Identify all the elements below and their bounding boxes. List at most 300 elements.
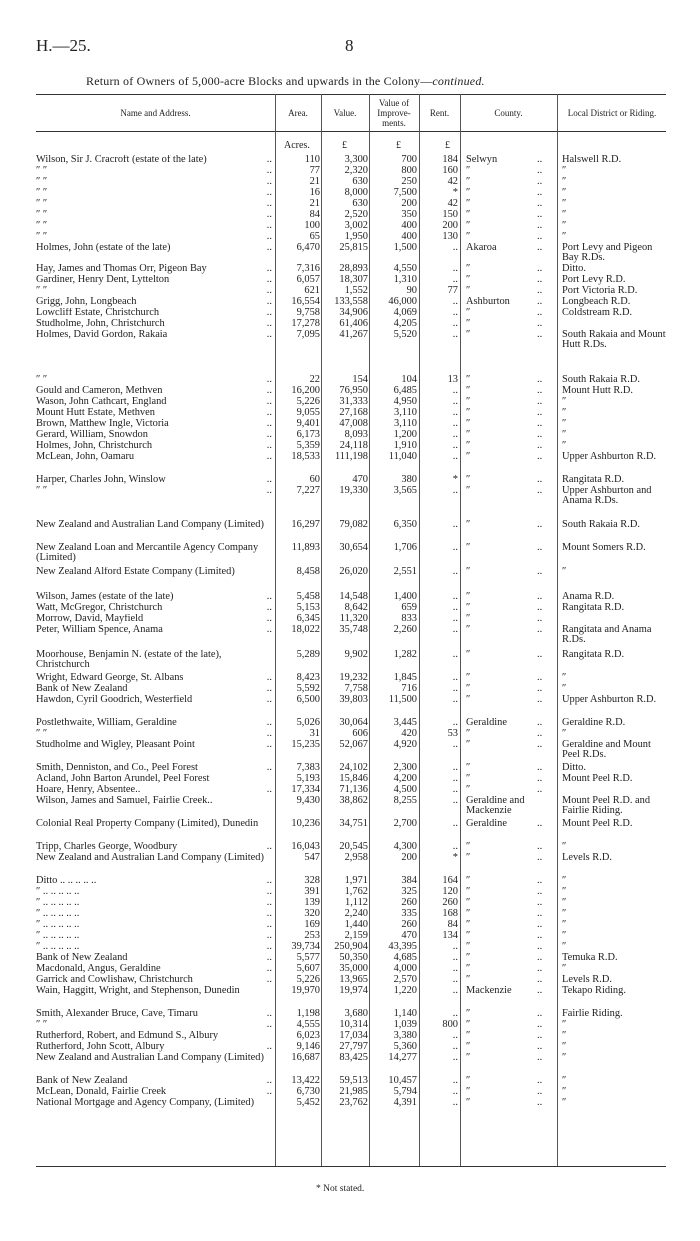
improvements-cell bbox=[372, 975, 417, 985]
owner-name bbox=[36, 614, 272, 624]
rent-cell bbox=[421, 964, 458, 974]
owner-name-text: Holmes, David Gordon, Rakaia bbox=[36, 330, 168, 340]
owner-name bbox=[36, 330, 272, 340]
owner-name bbox=[36, 543, 272, 563]
value-cell bbox=[322, 718, 368, 728]
county-leader bbox=[537, 155, 553, 165]
value-cell bbox=[322, 232, 368, 242]
improvements-cell-text: 470 bbox=[401, 930, 417, 941]
name-leader: .. bbox=[266, 243, 272, 253]
area-cell-text: 77 bbox=[309, 165, 320, 176]
improvements-cell-text: 4,300 bbox=[393, 841, 417, 852]
improvements-cell-text: 3,445 bbox=[393, 717, 417, 728]
rent-cell-text: .. bbox=[452, 591, 458, 602]
name-leader: .. bbox=[266, 876, 272, 886]
county-cell-text: ″ bbox=[466, 762, 471, 773]
county-cell bbox=[466, 199, 542, 209]
rent-cell-text: 134 bbox=[442, 930, 458, 941]
district-cell-text: ″ bbox=[562, 886, 567, 897]
county-leader-text: .. bbox=[537, 897, 543, 908]
area-cell-text: 391 bbox=[304, 886, 320, 897]
owner-name bbox=[36, 452, 272, 462]
improvements-cell bbox=[372, 986, 417, 996]
owner-name-text: Wilson, Sir J. Cracroft (estate of the late) bbox=[36, 155, 207, 165]
county-cell bbox=[466, 819, 542, 829]
district-cell bbox=[562, 452, 670, 462]
value-cell-text: 3,300 bbox=[344, 154, 368, 165]
district-cell bbox=[562, 796, 670, 816]
value-cell-text: 8,642 bbox=[344, 602, 368, 613]
district-cell-text: Upper Ashburton R.D. bbox=[562, 451, 657, 462]
county-leader-text: .. bbox=[537, 198, 543, 209]
county-leader-text: .. bbox=[537, 1097, 543, 1108]
county-leader bbox=[537, 441, 553, 451]
county-leader-text: .. bbox=[537, 919, 543, 930]
rent-cell bbox=[421, 898, 458, 908]
county-cell bbox=[466, 430, 542, 440]
area-cell bbox=[277, 1009, 320, 1019]
value-cell-text: 7,758 bbox=[344, 683, 368, 694]
county-cell bbox=[466, 1042, 542, 1052]
rent-cell bbox=[421, 199, 458, 209]
county-cell bbox=[466, 386, 542, 396]
county-cell bbox=[466, 441, 542, 451]
rent-cell-text: .. bbox=[452, 385, 458, 396]
improvements-cell bbox=[372, 774, 417, 784]
district-cell-text: ″ bbox=[562, 440, 567, 451]
county-leader-text: .. bbox=[537, 220, 543, 231]
owner-name bbox=[36, 297, 272, 307]
value-cell-text: 11,320 bbox=[339, 613, 368, 624]
county-leader bbox=[537, 177, 553, 187]
value-cell bbox=[322, 441, 368, 451]
owner-name-text: ″ ″ bbox=[36, 729, 48, 739]
name-leader: .. bbox=[266, 695, 272, 705]
owner-name bbox=[36, 1009, 272, 1019]
area-cell bbox=[277, 785, 320, 795]
county-leader-text: .. bbox=[537, 385, 543, 396]
owner-name bbox=[36, 397, 272, 407]
value-cell bbox=[322, 386, 368, 396]
county-leader-text: .. bbox=[537, 209, 543, 220]
district-cell bbox=[562, 718, 670, 728]
county-leader bbox=[537, 964, 553, 974]
county-leader bbox=[537, 1020, 553, 1030]
county-cell bbox=[466, 210, 542, 220]
rent-cell-text: 164 bbox=[442, 875, 458, 886]
county-leader-text: .. bbox=[537, 296, 543, 307]
rent-cell bbox=[421, 614, 458, 624]
area-cell-text: 65 bbox=[309, 231, 320, 242]
rent-cell bbox=[421, 774, 458, 784]
county-cell bbox=[466, 853, 542, 863]
name-leader: .. bbox=[266, 275, 272, 285]
area-cell bbox=[277, 592, 320, 602]
owner-name bbox=[36, 308, 272, 318]
rent-cell-text: 130 bbox=[442, 231, 458, 242]
improvements-cell bbox=[372, 543, 417, 553]
county-cell bbox=[466, 763, 542, 773]
owner-name-text: Gould and Cameron, Methven bbox=[36, 386, 163, 396]
owner-name bbox=[36, 887, 272, 897]
county-cell-text: ″ bbox=[466, 1019, 471, 1030]
district-cell-text: Mount Peel R.D. and Fairlie Riding. bbox=[562, 795, 651, 816]
improvements-cell-text: 10,457 bbox=[388, 1075, 417, 1086]
improvements-cell bbox=[372, 853, 417, 863]
improvements-cell-text: 380 bbox=[401, 474, 417, 485]
improvements-cell-text: 400 bbox=[401, 220, 417, 231]
county-cell-text: Akaroa bbox=[466, 242, 497, 253]
owner-name-text: Rutherford, John Scott, Albury bbox=[36, 1042, 165, 1052]
name-leader: .. bbox=[266, 430, 272, 440]
area-cell-text: 7,095 bbox=[296, 329, 320, 340]
value-cell-text: 111,198 bbox=[335, 451, 368, 462]
value-cell-text: 35,000 bbox=[339, 963, 368, 974]
county-cell bbox=[466, 909, 542, 919]
name-leader: .. bbox=[266, 1076, 272, 1086]
county-cell bbox=[466, 486, 542, 496]
district-cell-text: ″ bbox=[562, 930, 567, 941]
owner-name bbox=[36, 819, 272, 829]
district-cell bbox=[562, 221, 670, 231]
improvements-cell bbox=[372, 243, 417, 253]
value-cell bbox=[322, 264, 368, 274]
value-cell bbox=[322, 1076, 368, 1086]
rent-cell bbox=[421, 520, 458, 530]
county-leader bbox=[537, 603, 553, 613]
rent-cell-text: 77 bbox=[447, 285, 458, 296]
area-cell bbox=[277, 763, 320, 773]
value-cell-text: 3,680 bbox=[344, 1008, 368, 1019]
improvements-cell-text: 1,200 bbox=[393, 429, 417, 440]
improvements-cell bbox=[372, 650, 417, 660]
county-cell-text: ″ bbox=[466, 274, 471, 285]
district-cell bbox=[562, 931, 670, 941]
improvements-cell bbox=[372, 408, 417, 418]
county-cell bbox=[466, 774, 542, 784]
rent-cell-text: .. bbox=[452, 519, 458, 530]
area-cell bbox=[277, 1098, 320, 1108]
area-cell bbox=[277, 188, 320, 198]
county-leader bbox=[537, 785, 553, 795]
rent-cell-text: .. bbox=[452, 985, 458, 996]
county-cell bbox=[466, 1098, 542, 1108]
area-cell bbox=[277, 673, 320, 683]
district-cell-text: ″ bbox=[562, 566, 567, 577]
owner-name-text: ″ .. .. .. .. .. bbox=[36, 942, 80, 952]
value-cell-text: 50,350 bbox=[339, 952, 368, 963]
county-cell-text: ″ bbox=[466, 165, 471, 176]
district-cell-text: Tekapo Riding. bbox=[562, 985, 626, 996]
rent-cell bbox=[421, 319, 458, 329]
county-cell-text: ″ bbox=[466, 941, 471, 952]
improvements-cell-text: 200 bbox=[401, 198, 417, 209]
improvements-cell-text: 1,706 bbox=[393, 542, 417, 553]
county-leader bbox=[537, 486, 553, 496]
county-cell bbox=[466, 375, 542, 385]
owner-name-text: Bank of New Zealand bbox=[36, 684, 128, 694]
value-cell-text: 47,008 bbox=[339, 418, 368, 429]
rent-cell-text: .. bbox=[452, 795, 458, 806]
area-cell bbox=[277, 953, 320, 963]
col-header-improvements: Value of Improve-ments. bbox=[377, 98, 411, 128]
improvements-cell bbox=[372, 520, 417, 530]
county-cell bbox=[466, 243, 542, 253]
improvements-cell-text: 4,950 bbox=[393, 396, 417, 407]
value-cell bbox=[322, 819, 368, 829]
rent-cell-text: .. bbox=[452, 1008, 458, 1019]
area-cell-text: 5,592 bbox=[296, 683, 320, 694]
district-cell bbox=[562, 1020, 670, 1030]
county-leader-text: .. bbox=[537, 451, 543, 462]
county-leader-text: .. bbox=[537, 418, 543, 429]
owner-name bbox=[36, 1087, 272, 1097]
value-cell bbox=[322, 740, 368, 750]
unit-area: Acres. bbox=[284, 140, 310, 151]
area-cell bbox=[277, 931, 320, 941]
county-cell bbox=[466, 796, 542, 816]
county-leader-text: .. bbox=[537, 154, 543, 165]
owner-name-text: Brown, Matthew Ingle, Victoria bbox=[36, 419, 169, 429]
area-cell-text: 16,200 bbox=[291, 385, 320, 396]
owner-name-text: Lowcliff Estate, Christchurch bbox=[36, 308, 160, 318]
county-leader-text: .. bbox=[537, 591, 543, 602]
rent-cell bbox=[421, 430, 458, 440]
value-cell bbox=[322, 486, 368, 496]
district-cell-text: ″ bbox=[562, 1041, 567, 1052]
district-cell bbox=[562, 942, 670, 952]
value-cell bbox=[322, 1009, 368, 1019]
improvements-cell bbox=[372, 177, 417, 187]
owner-name bbox=[36, 264, 272, 274]
name-leader: .. bbox=[266, 210, 272, 220]
value-cell-text: 35,748 bbox=[339, 624, 368, 635]
district-cell-text: ″ bbox=[562, 429, 567, 440]
improvements-cell-text: 250 bbox=[401, 176, 417, 187]
name-leader: .. bbox=[266, 898, 272, 908]
rent-cell bbox=[421, 796, 458, 806]
value-cell-text: 1,552 bbox=[344, 285, 368, 296]
rent-cell-text: 42 bbox=[447, 198, 458, 209]
value-cell bbox=[322, 625, 368, 635]
owner-name-text: Hawdon, Cyril Goodrich, Westerfield bbox=[36, 695, 193, 705]
area-cell-text: 7,383 bbox=[296, 762, 320, 773]
rent-cell-text: .. bbox=[452, 1086, 458, 1097]
rent-cell-text: .. bbox=[452, 624, 458, 635]
improvements-cell-text: 659 bbox=[401, 602, 417, 613]
rent-cell-text: .. bbox=[452, 566, 458, 577]
name-leader: .. bbox=[266, 673, 272, 683]
district-cell bbox=[562, 1087, 670, 1097]
improvements-cell bbox=[372, 842, 417, 852]
owner-name bbox=[36, 774, 272, 784]
owner-name bbox=[36, 909, 272, 919]
county-leader-text: .. bbox=[537, 694, 543, 705]
improvements-cell-text: 4,200 bbox=[393, 773, 417, 784]
owner-name-text: Moorhouse, Benjamin N. (estate of the late), Christchurch bbox=[36, 650, 222, 670]
district-cell-text: Coldstream R.D. bbox=[562, 307, 633, 318]
owner-name-text: Studholme, John, Christchurch bbox=[36, 319, 165, 329]
owner-name-text: New Zealand and Australian Land Company (Limited) bbox=[36, 520, 264, 530]
district-cell bbox=[562, 909, 670, 919]
county-cell-text: ″ bbox=[466, 952, 471, 963]
improvements-cell-text: 1,400 bbox=[393, 591, 417, 602]
district-cell bbox=[562, 286, 670, 296]
title-continued: continued. bbox=[432, 74, 485, 88]
footnote: * Not stated. bbox=[316, 1184, 365, 1194]
owner-name bbox=[36, 853, 272, 863]
improvements-cell bbox=[372, 419, 417, 429]
county-leader-text: .. bbox=[537, 1019, 543, 1030]
rent-cell bbox=[421, 695, 458, 705]
county-cell-text: ″ bbox=[466, 1041, 471, 1052]
col-header-name: Name and Address. bbox=[120, 108, 191, 118]
rent-cell bbox=[421, 887, 458, 897]
district-cell-text: Geraldine and Mount Peel R.Ds. bbox=[562, 739, 651, 760]
county-cell bbox=[466, 964, 542, 974]
area-cell bbox=[277, 286, 320, 296]
name-leader: .. bbox=[266, 603, 272, 613]
area-cell-text: 15,235 bbox=[291, 739, 320, 750]
owner-name-text: ″ ″ bbox=[36, 232, 48, 242]
county-leader bbox=[537, 166, 553, 176]
rent-cell-text: .. bbox=[452, 974, 458, 985]
county-cell bbox=[466, 1076, 542, 1086]
area-cell bbox=[277, 964, 320, 974]
county-cell-text: ″ bbox=[466, 613, 471, 624]
county-cell bbox=[466, 625, 542, 635]
improvements-cell-text: 5,794 bbox=[393, 1086, 417, 1097]
owner-name bbox=[36, 1076, 272, 1086]
county-leader bbox=[537, 199, 553, 209]
name-leader: .. bbox=[266, 221, 272, 231]
rent-cell bbox=[421, 221, 458, 231]
name-leader: .. bbox=[266, 486, 272, 496]
county-leader bbox=[537, 740, 553, 750]
district-cell bbox=[562, 1098, 670, 1108]
owner-name-text: Hoare, Henry, Absentee.. bbox=[36, 785, 141, 795]
county-leader-text: .. bbox=[537, 985, 543, 996]
improvements-cell-text: 325 bbox=[401, 886, 417, 897]
county-leader-text: .. bbox=[537, 613, 543, 624]
name-leader: .. bbox=[266, 177, 272, 187]
county-cell-text: ″ bbox=[466, 474, 471, 485]
value-cell bbox=[322, 920, 368, 930]
rent-cell bbox=[421, 1098, 458, 1108]
county-leader bbox=[537, 819, 553, 829]
owner-name bbox=[36, 729, 272, 739]
county-cell bbox=[466, 603, 542, 613]
district-cell bbox=[562, 986, 670, 996]
district-cell-text: Fairlie Riding. bbox=[562, 1008, 623, 1019]
county-leader bbox=[537, 210, 553, 220]
value-cell-text: 133,558 bbox=[334, 296, 368, 307]
owner-name bbox=[36, 876, 272, 886]
district-cell bbox=[562, 375, 670, 385]
rent-cell bbox=[421, 155, 458, 165]
owner-name bbox=[36, 275, 272, 285]
owner-name-text: Wilson, James (estate of the late) bbox=[36, 592, 174, 602]
value-cell-text: 2,958 bbox=[344, 852, 368, 863]
district-cell-text: ″ bbox=[562, 187, 567, 198]
district-cell-text: Mount Somers R.D. bbox=[562, 542, 646, 553]
district-cell bbox=[562, 308, 670, 318]
county-leader bbox=[537, 275, 553, 285]
county-leader bbox=[537, 286, 553, 296]
rent-cell-text: .. bbox=[452, 318, 458, 329]
improvements-cell-text: 335 bbox=[401, 908, 417, 919]
district-cell-text: ″ bbox=[562, 165, 567, 176]
rent-cell bbox=[421, 819, 458, 829]
district-cell bbox=[562, 898, 670, 908]
owner-name bbox=[36, 475, 272, 485]
value-cell-text: 24,102 bbox=[339, 762, 368, 773]
district-cell bbox=[562, 520, 670, 530]
county-cell bbox=[466, 232, 542, 242]
county-leader bbox=[537, 264, 553, 274]
district-cell-text: ″ bbox=[562, 220, 567, 231]
area-cell-text: 7,316 bbox=[296, 263, 320, 274]
owner-name-text: ″ .. .. .. .. .. bbox=[36, 909, 80, 919]
county-leader-text: .. bbox=[537, 941, 543, 952]
rent-cell-text: .. bbox=[452, 274, 458, 285]
owner-name-text: Colonial Real Property Company (Limited), Dunedin bbox=[36, 819, 259, 829]
owner-name bbox=[36, 441, 272, 451]
district-cell-text: Levels R.D. bbox=[562, 974, 612, 985]
owner-name bbox=[36, 221, 272, 231]
owner-name-text: Gerard, William, Snowdon bbox=[36, 430, 148, 440]
county-leader bbox=[537, 297, 553, 307]
rent-cell bbox=[421, 386, 458, 396]
rent-cell bbox=[421, 1053, 458, 1063]
owner-name-text: Wright, Edward George, St. Albans bbox=[36, 673, 184, 683]
area-cell-text: 9,055 bbox=[296, 407, 320, 418]
improvements-cell bbox=[372, 898, 417, 908]
rent-cell bbox=[421, 592, 458, 602]
county-cell-text: ″ bbox=[466, 773, 471, 784]
rent-cell-text: 200 bbox=[442, 220, 458, 231]
county-cell-text: ″ bbox=[466, 220, 471, 231]
county-cell-text: ″ bbox=[466, 263, 471, 274]
improvements-cell-text: 90 bbox=[406, 285, 417, 296]
county-leader-text: .. bbox=[537, 784, 543, 795]
value-cell-text: 27,797 bbox=[339, 1041, 368, 1052]
name-leader: .. bbox=[266, 1020, 272, 1030]
owner-name-text: Bank of New Zealand bbox=[36, 953, 128, 963]
owner-name-text: Wason, John Cathcart, England bbox=[36, 397, 167, 407]
county-leader bbox=[537, 774, 553, 784]
rent-cell-text: .. bbox=[452, 242, 458, 253]
value-cell-text: 606 bbox=[352, 728, 368, 739]
area-cell-text: 5,452 bbox=[296, 1097, 320, 1108]
improvements-cell bbox=[372, 1009, 417, 1019]
area-cell bbox=[277, 210, 320, 220]
value-cell bbox=[322, 155, 368, 165]
improvements-cell bbox=[372, 625, 417, 635]
area-cell-text: 5,607 bbox=[296, 963, 320, 974]
area-cell-text: 16,554 bbox=[291, 296, 320, 307]
value-cell bbox=[322, 942, 368, 952]
county-leader bbox=[537, 475, 553, 485]
rent-cell-text: .. bbox=[452, 418, 458, 429]
district-cell bbox=[562, 177, 670, 187]
district-cell-text: ″ bbox=[562, 672, 567, 683]
district-cell bbox=[562, 853, 670, 863]
owner-name bbox=[36, 520, 272, 530]
district-cell bbox=[562, 486, 670, 506]
value-cell bbox=[322, 673, 368, 683]
value-cell-text: 31,333 bbox=[339, 396, 368, 407]
